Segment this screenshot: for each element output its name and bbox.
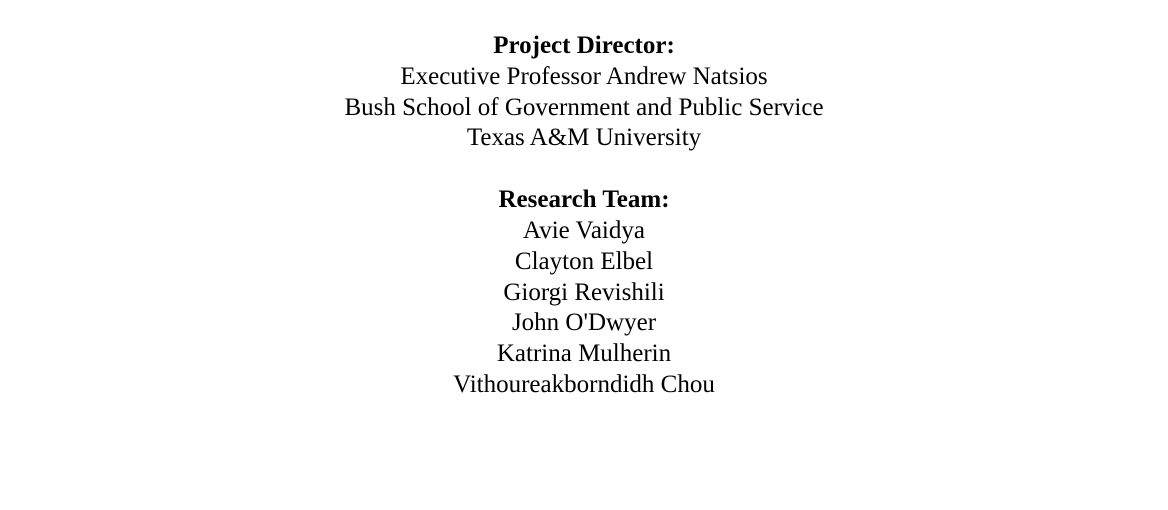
team-member: Clayton Elbel xyxy=(514,247,654,275)
director-name: Executive Professor Andrew Natsios xyxy=(400,62,768,90)
team-member: Katrina Mulherin xyxy=(496,340,672,368)
team-member: Avie Vaidya xyxy=(523,216,645,244)
team-member: Vithoureakborndidh Chou xyxy=(453,370,715,398)
document-page xyxy=(0,31,1168,401)
director-university: Texas A&M University xyxy=(466,124,702,152)
research-team-heading: Research Team: xyxy=(498,186,670,214)
research-team-section xyxy=(0,185,1168,401)
team-member: Giorgi Revishili xyxy=(503,278,665,306)
project-director-section xyxy=(0,31,1168,154)
director-school: Bush School of Government and Public Service xyxy=(344,93,824,121)
team-member: John O'Dwyer xyxy=(511,309,657,337)
project-director-heading: Project Director: xyxy=(493,32,675,59)
